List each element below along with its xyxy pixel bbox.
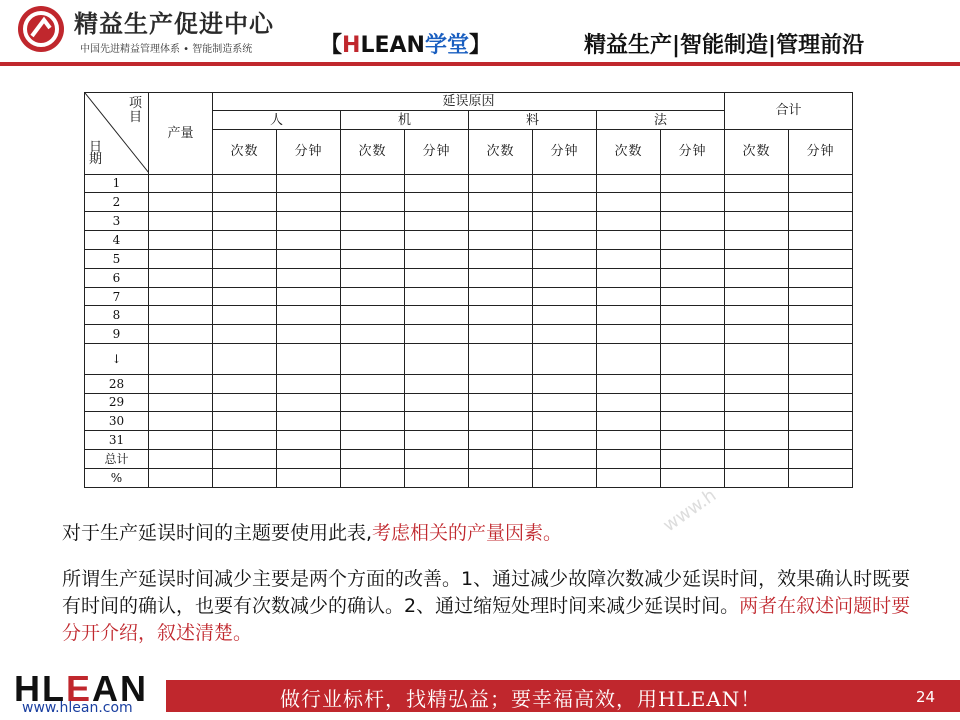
table-row xyxy=(85,306,853,325)
table-cell[interactable] xyxy=(213,174,277,193)
table-cell[interactable] xyxy=(341,231,405,250)
table-cell[interactable] xyxy=(277,431,341,450)
table-cell[interactable] xyxy=(597,212,661,231)
table-cell[interactable] xyxy=(597,306,661,325)
brand-title: 【HLEAN学堂】 xyxy=(320,33,491,58)
row-label: 29 xyxy=(85,393,149,412)
table-cell[interactable] xyxy=(341,431,405,450)
row-label: 28 xyxy=(85,374,149,393)
paragraph-1: 对于生产延误时间的主题要使用此表,考虑相关的产量因素。 xyxy=(62,522,563,544)
table-cell[interactable] xyxy=(405,374,469,393)
table-cell[interactable] xyxy=(341,450,405,469)
table-cell[interactable] xyxy=(341,268,405,287)
table-cell[interactable] xyxy=(341,344,405,375)
table-cell[interactable] xyxy=(341,374,405,393)
table-cell[interactable] xyxy=(597,344,661,375)
header-divider xyxy=(0,62,960,66)
corner-date-label: 日 期 xyxy=(89,139,103,167)
table-cell[interactable] xyxy=(533,287,597,306)
table-cell[interactable] xyxy=(661,325,725,344)
table-cell[interactable] xyxy=(405,268,469,287)
table-cell[interactable] xyxy=(213,450,277,469)
table-cell[interactable] xyxy=(661,344,725,375)
table-cell[interactable] xyxy=(277,344,341,375)
table-row xyxy=(85,325,853,344)
table-cell[interactable] xyxy=(789,325,853,344)
table-cell[interactable] xyxy=(213,468,277,487)
table-cell[interactable] xyxy=(725,468,789,487)
minute-header: 分钟 xyxy=(277,129,341,174)
table-cell[interactable] xyxy=(533,344,597,375)
table-cell[interactable] xyxy=(533,306,597,325)
table-cell[interactable] xyxy=(469,468,533,487)
table-cell[interactable] xyxy=(469,374,533,393)
table-cell[interactable] xyxy=(725,412,789,431)
watermark: www.h xyxy=(659,484,721,537)
table-row xyxy=(85,412,853,431)
table-cell[interactable] xyxy=(725,287,789,306)
table-cell[interactable] xyxy=(725,249,789,268)
table-cell[interactable] xyxy=(789,249,853,268)
table-cell[interactable] xyxy=(341,287,405,306)
table-cell[interactable] xyxy=(149,231,213,250)
table-cell[interactable] xyxy=(597,412,661,431)
table-cell[interactable] xyxy=(149,287,213,306)
table-cell[interactable] xyxy=(789,268,853,287)
table-cell[interactable] xyxy=(213,231,277,250)
table-cell[interactable] xyxy=(149,393,213,412)
table-cell[interactable] xyxy=(661,431,725,450)
table-cell[interactable] xyxy=(341,468,405,487)
table-cell[interactable] xyxy=(661,249,725,268)
table-cell[interactable] xyxy=(533,212,597,231)
row-label: 1 xyxy=(85,174,149,193)
table-cell[interactable] xyxy=(533,249,597,268)
paragraph-2: 所谓生产延误时间减少主要是两个方面的改善。1、通过减少故障次数减少延误时间，效果确认时既要有时间的确认，也要有次数减少的确认。2、通过缩短处理时间来减少延误时间。两者在叙述问题时要分开介绍，叙述清楚。 xyxy=(62,568,911,644)
row-label: 5 xyxy=(85,249,149,268)
table-cell[interactable] xyxy=(277,193,341,212)
table-row xyxy=(85,231,853,250)
table-cell[interactable] xyxy=(725,344,789,375)
table-cell[interactable] xyxy=(341,174,405,193)
table-cell[interactable] xyxy=(213,344,277,375)
delay-reason-header: 延误原因 xyxy=(213,93,725,111)
table-cell[interactable] xyxy=(149,450,213,469)
table-corner-cell xyxy=(85,93,149,175)
table-cell[interactable] xyxy=(341,306,405,325)
minute-header: 分钟 xyxy=(661,129,725,174)
table-cell[interactable] xyxy=(149,268,213,287)
table-cell[interactable] xyxy=(469,287,533,306)
table-cell[interactable] xyxy=(469,450,533,469)
table-cell[interactable] xyxy=(661,174,725,193)
table-cell[interactable] xyxy=(661,212,725,231)
row-label: 8 xyxy=(85,306,149,325)
table-cell[interactable] xyxy=(149,306,213,325)
table-cell[interactable] xyxy=(213,212,277,231)
table-cell[interactable] xyxy=(469,268,533,287)
table-cell[interactable] xyxy=(277,306,341,325)
table-cell[interactable] xyxy=(661,412,725,431)
table-cell[interactable] xyxy=(661,231,725,250)
table-cell[interactable] xyxy=(469,306,533,325)
table-cell[interactable] xyxy=(405,174,469,193)
table-cell[interactable] xyxy=(213,249,277,268)
table-cell[interactable] xyxy=(533,174,597,193)
table-cell[interactable] xyxy=(405,325,469,344)
output-header: 产量 xyxy=(149,93,213,175)
table-cell[interactable] xyxy=(789,193,853,212)
table-cell[interactable] xyxy=(789,287,853,306)
table-cell[interactable] xyxy=(725,268,789,287)
table-cell[interactable] xyxy=(405,412,469,431)
table-cell[interactable] xyxy=(213,412,277,431)
table-cell[interactable] xyxy=(213,374,277,393)
table-cell[interactable] xyxy=(789,374,853,393)
table-cell[interactable] xyxy=(213,268,277,287)
row-label: 30 xyxy=(85,412,149,431)
table-cell[interactable] xyxy=(533,231,597,250)
table-cell[interactable] xyxy=(789,412,853,431)
table-cell[interactable] xyxy=(725,431,789,450)
table-cell[interactable] xyxy=(277,287,341,306)
table-cell[interactable] xyxy=(533,268,597,287)
table-cell[interactable] xyxy=(661,468,725,487)
table-cell[interactable] xyxy=(405,287,469,306)
table-cell[interactable] xyxy=(725,325,789,344)
row-label: 31 xyxy=(85,431,149,450)
table-cell[interactable] xyxy=(597,450,661,469)
table-row xyxy=(85,468,853,487)
table-cell[interactable] xyxy=(277,231,341,250)
table-cell[interactable] xyxy=(277,393,341,412)
row-label: ↓ xyxy=(85,344,149,375)
table-cell[interactable] xyxy=(277,450,341,469)
table-cell[interactable] xyxy=(213,287,277,306)
table-cell[interactable] xyxy=(469,193,533,212)
row-label: 4 xyxy=(85,231,149,250)
table-cell[interactable] xyxy=(149,174,213,193)
table-cell[interactable] xyxy=(341,193,405,212)
table-cell[interactable] xyxy=(149,344,213,375)
row-label: 7 xyxy=(85,287,149,306)
table-cell[interactable] xyxy=(533,468,597,487)
table-cell[interactable] xyxy=(597,193,661,212)
table-cell[interactable] xyxy=(469,231,533,250)
header xyxy=(0,0,960,66)
table-cell[interactable] xyxy=(725,231,789,250)
footer-slogan: 做行业标杆，找精弘益；要幸福高效，用HLEAN！ xyxy=(280,687,762,711)
table-row xyxy=(85,374,853,393)
table-cell[interactable] xyxy=(277,468,341,487)
total-header: 合计 xyxy=(725,93,853,130)
table-cell[interactable] xyxy=(661,450,725,469)
table-cell[interactable] xyxy=(597,431,661,450)
table-cell[interactable] xyxy=(277,212,341,231)
table-cell[interactable] xyxy=(789,344,853,375)
table-cell[interactable] xyxy=(661,306,725,325)
table-row xyxy=(85,450,853,469)
table-cell[interactable] xyxy=(341,249,405,268)
table-cell[interactable] xyxy=(405,249,469,268)
footer-url[interactable]: www.hlean.com xyxy=(22,700,133,716)
table-cell[interactable] xyxy=(213,193,277,212)
table-cell[interactable] xyxy=(405,393,469,412)
table-row xyxy=(85,174,853,193)
table-cell[interactable] xyxy=(661,374,725,393)
table-cell[interactable] xyxy=(725,306,789,325)
table-cell[interactable] xyxy=(149,325,213,344)
table-cell[interactable] xyxy=(597,268,661,287)
table-cell[interactable] xyxy=(277,268,341,287)
delay-table xyxy=(84,92,852,488)
table-cell[interactable] xyxy=(469,344,533,375)
table-cell[interactable] xyxy=(277,174,341,193)
table-cell[interactable] xyxy=(341,325,405,344)
table-cell[interactable] xyxy=(277,412,341,431)
table-cell[interactable] xyxy=(725,450,789,469)
table-cell[interactable] xyxy=(341,393,405,412)
table-cell[interactable] xyxy=(149,212,213,231)
count-header: 次数 xyxy=(341,129,405,174)
center-name: 精益生产促进中心 xyxy=(74,10,274,38)
footer-logo: HLEAN xyxy=(14,668,149,709)
table-row xyxy=(85,212,853,231)
table-cell[interactable] xyxy=(469,325,533,344)
table-cell[interactable] xyxy=(149,249,213,268)
table-cell[interactable] xyxy=(597,393,661,412)
group-header: 法 xyxy=(597,111,725,129)
center-logo-icon xyxy=(18,6,64,52)
table-row xyxy=(85,393,853,412)
corner-item-label: 项 目 xyxy=(128,96,142,125)
table-cell[interactable] xyxy=(725,374,789,393)
page-number: 24 xyxy=(916,688,936,706)
table-row xyxy=(85,344,853,375)
table-cell[interactable] xyxy=(213,431,277,450)
table-cell[interactable] xyxy=(661,287,725,306)
table-cell[interactable] xyxy=(405,344,469,375)
minute-header: 分钟 xyxy=(533,129,597,174)
table-cell[interactable] xyxy=(725,174,789,193)
table-cell[interactable] xyxy=(597,325,661,344)
count-header: 次数 xyxy=(213,129,277,174)
table-cell[interactable] xyxy=(725,212,789,231)
group-header: 料 xyxy=(469,111,597,129)
table-cell[interactable] xyxy=(341,212,405,231)
table-row xyxy=(85,268,853,287)
table-cell[interactable] xyxy=(533,412,597,431)
table-cell[interactable] xyxy=(661,193,725,212)
table-cell[interactable] xyxy=(469,174,533,193)
group-header: 人 xyxy=(213,111,341,129)
table-cell[interactable] xyxy=(597,374,661,393)
table-cell[interactable] xyxy=(213,325,277,344)
table-cell[interactable] xyxy=(789,431,853,450)
row-label: 2 xyxy=(85,193,149,212)
table-cell[interactable] xyxy=(789,393,853,412)
table-cell[interactable] xyxy=(789,231,853,250)
table-cell[interactable] xyxy=(405,231,469,250)
table-row xyxy=(85,431,853,450)
table-cell[interactable] xyxy=(533,431,597,450)
table-cell[interactable] xyxy=(149,374,213,393)
count-header: 次数 xyxy=(725,129,789,174)
center-subtitle: 中国先进精益管理体系 • 智能制造系统 xyxy=(80,44,253,55)
table-cell[interactable] xyxy=(277,325,341,344)
table-cell[interactable] xyxy=(405,468,469,487)
table-row xyxy=(85,193,853,212)
row-label: % xyxy=(85,468,149,487)
table-cell[interactable] xyxy=(725,193,789,212)
table-cell[interactable] xyxy=(533,393,597,412)
table-cell[interactable] xyxy=(149,193,213,212)
table-cell[interactable] xyxy=(405,212,469,231)
table-cell[interactable] xyxy=(597,174,661,193)
table-cell[interactable] xyxy=(469,393,533,412)
table-cell[interactable] xyxy=(405,431,469,450)
table-cell[interactable] xyxy=(597,231,661,250)
table-cell[interactable] xyxy=(661,393,725,412)
table-cell[interactable] xyxy=(405,306,469,325)
table-cell[interactable] xyxy=(149,412,213,431)
table-cell[interactable] xyxy=(277,249,341,268)
table-cell[interactable] xyxy=(789,468,853,487)
row-label: 6 xyxy=(85,268,149,287)
table-cell[interactable] xyxy=(789,450,853,469)
minute-header: 分钟 xyxy=(789,129,853,174)
table-cell[interactable] xyxy=(469,431,533,450)
table-cell[interactable] xyxy=(597,468,661,487)
group-header: 机 xyxy=(341,111,469,129)
row-label: 3 xyxy=(85,212,149,231)
minute-header: 分钟 xyxy=(405,129,469,174)
row-label: 9 xyxy=(85,325,149,344)
table-row xyxy=(85,249,853,268)
table-cell[interactable] xyxy=(405,193,469,212)
table-cell[interactable] xyxy=(533,193,597,212)
table-cell[interactable] xyxy=(533,325,597,344)
row-label: 总计 xyxy=(85,450,149,469)
count-header: 次数 xyxy=(469,129,533,174)
table-cell[interactable] xyxy=(277,374,341,393)
table-cell[interactable] xyxy=(597,287,661,306)
table-row xyxy=(85,287,853,306)
table-cell[interactable] xyxy=(533,374,597,393)
table-cell[interactable] xyxy=(661,268,725,287)
table-cell[interactable] xyxy=(149,431,213,450)
table-cell[interactable] xyxy=(789,306,853,325)
table-cell[interactable] xyxy=(405,450,469,469)
table-cell[interactable] xyxy=(789,174,853,193)
table-cell[interactable] xyxy=(789,212,853,231)
table-cell[interactable] xyxy=(213,306,277,325)
table-cell[interactable] xyxy=(213,393,277,412)
table-cell[interactable] xyxy=(341,412,405,431)
table-cell[interactable] xyxy=(469,412,533,431)
table-cell[interactable] xyxy=(469,249,533,268)
header-slogan: 精益生产|智能制造|管理前沿 xyxy=(584,33,865,58)
table-cell[interactable] xyxy=(725,393,789,412)
count-header: 次数 xyxy=(597,129,661,174)
table-cell[interactable] xyxy=(597,249,661,268)
table-cell[interactable] xyxy=(149,468,213,487)
table-cell[interactable] xyxy=(469,212,533,231)
table-cell[interactable] xyxy=(533,450,597,469)
